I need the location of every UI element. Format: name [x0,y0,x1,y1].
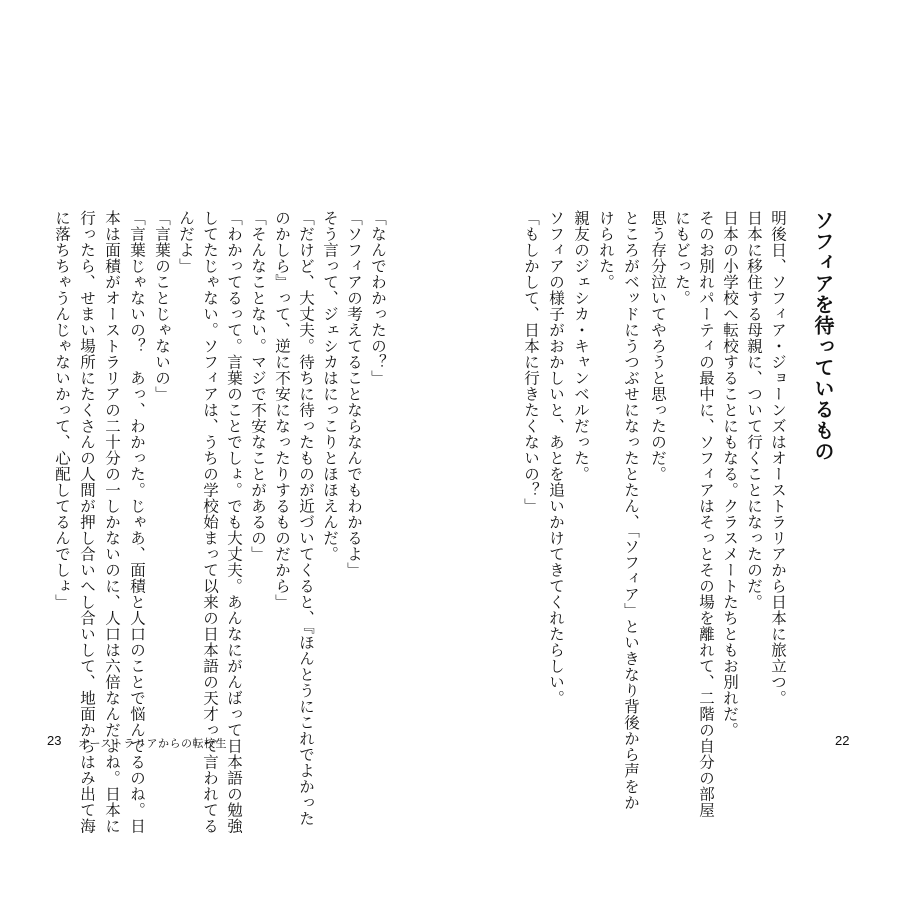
text-line: 「ソフィアの考えてることならなんでもわかるよ」 [345,210,363,578]
text-line: そのお別れパーティの最中に、ソフィアはそっとその場を離れて、二階の自分の部屋 [697,210,715,818]
page-number-right: 22 [835,733,850,748]
text-line: にもどった。 [673,210,691,306]
text-line: ところがベッドにうつぶせになったとたん、「ソフィア」といきなり背後から声をか [622,210,640,811]
text-line: 「そんなことない。マジで不安なことがあるの」 [249,210,267,562]
text-line: そう言って、ジェシカはにっこりとほほえんだ。 [321,210,339,562]
text-line: 思う存分泣いてやろうと思ったのだ。 [649,210,667,482]
text-line: 「もしかして、日本に行きたくないの？」 [522,210,540,514]
text-line: けられた。 [597,210,615,290]
text-line: んだよ」 [177,210,195,274]
text-line: 「わかってるって。言葉のことでしょ。でも大丈夫。あんなにがんばって日本語の勉強 [225,210,243,834]
text-line: 「言葉のことじゃないの」 [153,210,171,402]
text-line: ソフィアの様子がおかしいと、あとを追いかけてきてくれたらしい。 [547,210,565,706]
running-head: オーストラリアからの転校生 [78,737,227,750]
page-number-left: 23 [47,733,62,748]
text-line: 「言葉じゃないの？ あっ、わかった。じゃあ、面積と人口のことで悩んでるのね。日 [128,210,146,834]
text-line: 本は面積がオーストラリアの二十分の一しかないのに、人口は六倍なんだよね。日本に [103,210,121,834]
chapter-title: ソフィアを待っているもの [811,210,835,462]
text-line: 明後日、ソフィア・ジョーンズはオーストラリアから日本に旅立つ。 [769,210,787,706]
text-line: 「だけど、大丈夫。待ちに待ったものが近づいてくると、『ほんとうにこれでよかった [297,210,315,827]
text-line: 日本に移住する母親に、ついて行くことになったのだ。 [745,210,763,610]
text-line: 日本の小学校へ転校することにもなる。クラスメートたちともお別れだ。 [721,210,739,738]
text-line: 行ったら、せまい場所にたくさんの人間が押し合いへし合いして、地面からはみ出て海 [78,210,96,834]
text-line: に落ちちゃうんじゃないかって、心配してるんでしょ」 [53,210,71,610]
text-line: のかしら』って、逆に不安になったりするものだから」 [273,210,291,610]
text-line: 「なんでわかったの？」 [369,210,387,386]
text-line: 親友のジェシカ・キャンベルだった。 [572,210,590,482]
text-line: してたじゃない。ソフィアは、うちの学校始まって以来の日本語の天才って言われてる [201,210,219,834]
